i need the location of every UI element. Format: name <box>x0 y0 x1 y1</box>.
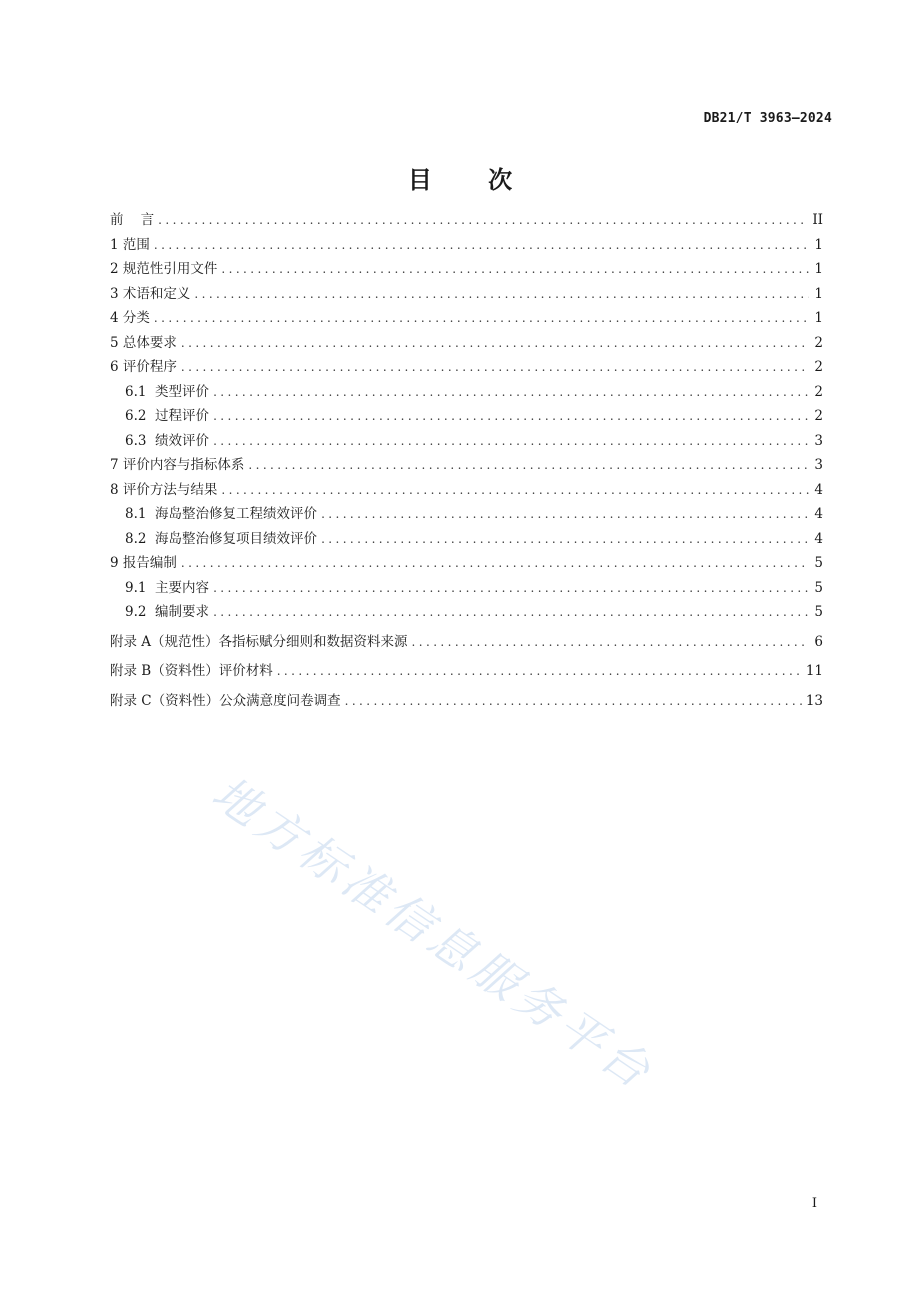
dot-leader <box>213 404 809 429</box>
toc-entry[interactable] <box>110 380 823 405</box>
toc-entry[interactable] <box>110 208 823 233</box>
toc-entry-label: 附录 A（规范性）各指标赋分细则和数据资料来源 <box>110 633 408 650</box>
toc-entry-label: 6.3 绩效评价 <box>125 432 210 449</box>
toc-entry-page: 5 <box>814 579 823 596</box>
toc-entry-page: 5 <box>814 604 823 620</box>
toc-entry-label: 前 言 <box>110 212 155 228</box>
dot-leader <box>221 257 809 282</box>
dot-leader <box>213 600 809 625</box>
toc-entry-label: 7 评价内容与指标体系 <box>110 457 245 473</box>
dot-leader <box>194 282 809 307</box>
toc-entry[interactable] <box>110 404 823 429</box>
toc-entry-page: 1 <box>814 285 823 302</box>
watermark: 地方标准信息服务平台 <box>202 765 665 1102</box>
toc-entry-label: 1 范围 <box>110 236 150 253</box>
toc-entry-label: 8.1 海岛整治修复工程绩效评价 <box>125 506 318 522</box>
toc-entry-page: 11 <box>805 663 823 679</box>
toc-entry-page: 1 <box>814 236 823 253</box>
dot-leader <box>181 551 809 576</box>
toc-entry[interactable] <box>110 630 823 655</box>
dot-leader <box>248 453 809 478</box>
toc-entry-page: 2 <box>814 334 823 351</box>
toc-entry[interactable] <box>110 453 823 478</box>
dot-leader <box>181 355 809 380</box>
toc-entry[interactable] <box>110 429 823 454</box>
toc-entry[interactable] <box>110 306 823 331</box>
toc-entry[interactable] <box>110 576 823 601</box>
toc-entry-page: 6 <box>814 633 823 650</box>
dot-leader <box>213 576 809 601</box>
toc-entry-label: 5 总体要求 <box>110 334 177 351</box>
document-code: DB21/T 3963—2024 <box>703 111 832 126</box>
toc-entry[interactable] <box>110 331 823 356</box>
toc-entry-label: 6.2 过程评价 <box>125 408 210 424</box>
toc-entry-page: 2 <box>814 383 823 400</box>
toc-entry-page: 1 <box>814 310 823 326</box>
dot-leader <box>345 689 802 714</box>
toc-entry-label: 4 分类 <box>110 310 150 326</box>
toc-entry-page: 3 <box>814 457 823 473</box>
table-of-contents <box>110 208 823 713</box>
toc-entry-label: 9.2 编制要求 <box>125 604 210 620</box>
toc-entry-label: 3 术语和定义 <box>110 285 191 302</box>
toc-entry-label: 附录 C（资料性）公众满意度问卷调查 <box>110 692 341 709</box>
dot-leader <box>213 429 809 454</box>
toc-entry-label: 附录 B（资料性）评价材料 <box>110 663 273 679</box>
toc-entry[interactable] <box>110 233 823 258</box>
dot-leader <box>181 331 809 356</box>
toc-entry-page: 1 <box>814 261 823 277</box>
toc-entry-page: 2 <box>814 359 823 375</box>
dot-leader <box>154 306 809 331</box>
toc-entry[interactable] <box>110 551 823 576</box>
toc-entry[interactable] <box>110 502 823 527</box>
toc-entry[interactable] <box>110 600 823 625</box>
toc-entry-page: 13 <box>805 692 823 709</box>
toc-entry-label: 9.1 主要内容 <box>125 579 210 596</box>
dot-leader <box>412 630 809 655</box>
toc-entry[interactable] <box>110 355 823 380</box>
dot-leader <box>321 527 809 552</box>
dot-leader <box>277 659 802 684</box>
toc-entry[interactable] <box>110 282 823 307</box>
toc-entry-page: 5 <box>814 555 823 571</box>
dot-leader <box>321 502 809 527</box>
toc-entry-page: 3 <box>814 432 823 449</box>
dot-leader <box>213 380 809 405</box>
dot-leader <box>221 478 809 503</box>
toc-entry-label: 6.1 类型评价 <box>125 383 210 400</box>
toc-entry-page: 2 <box>814 408 823 424</box>
dot-leader <box>154 233 809 258</box>
dot-leader <box>158 208 808 233</box>
toc-entry[interactable] <box>110 478 823 503</box>
toc-entry-label: 8 评价方法与结果 <box>110 481 218 498</box>
toc-entry-label: 8.2 海岛整治修复项目绩效评价 <box>125 530 318 547</box>
toc-entry-page: II <box>812 212 823 228</box>
toc-entry[interactable] <box>110 689 823 714</box>
toc-entry[interactable] <box>110 527 823 552</box>
toc-entry-label: 9 报告编制 <box>110 555 177 571</box>
toc-entry-label: 2 规范性引用文件 <box>110 261 218 277</box>
toc-entry[interactable] <box>110 257 823 282</box>
toc-entry-label: 6 评价程序 <box>110 359 177 375</box>
toc-entry[interactable] <box>110 659 823 684</box>
toc-title: 目 次 <box>407 166 537 194</box>
toc-entry-page: 4 <box>814 506 823 522</box>
page-number: I <box>811 1196 817 1211</box>
toc-entry-page: 4 <box>814 481 823 498</box>
toc-entry-page: 4 <box>814 530 823 547</box>
